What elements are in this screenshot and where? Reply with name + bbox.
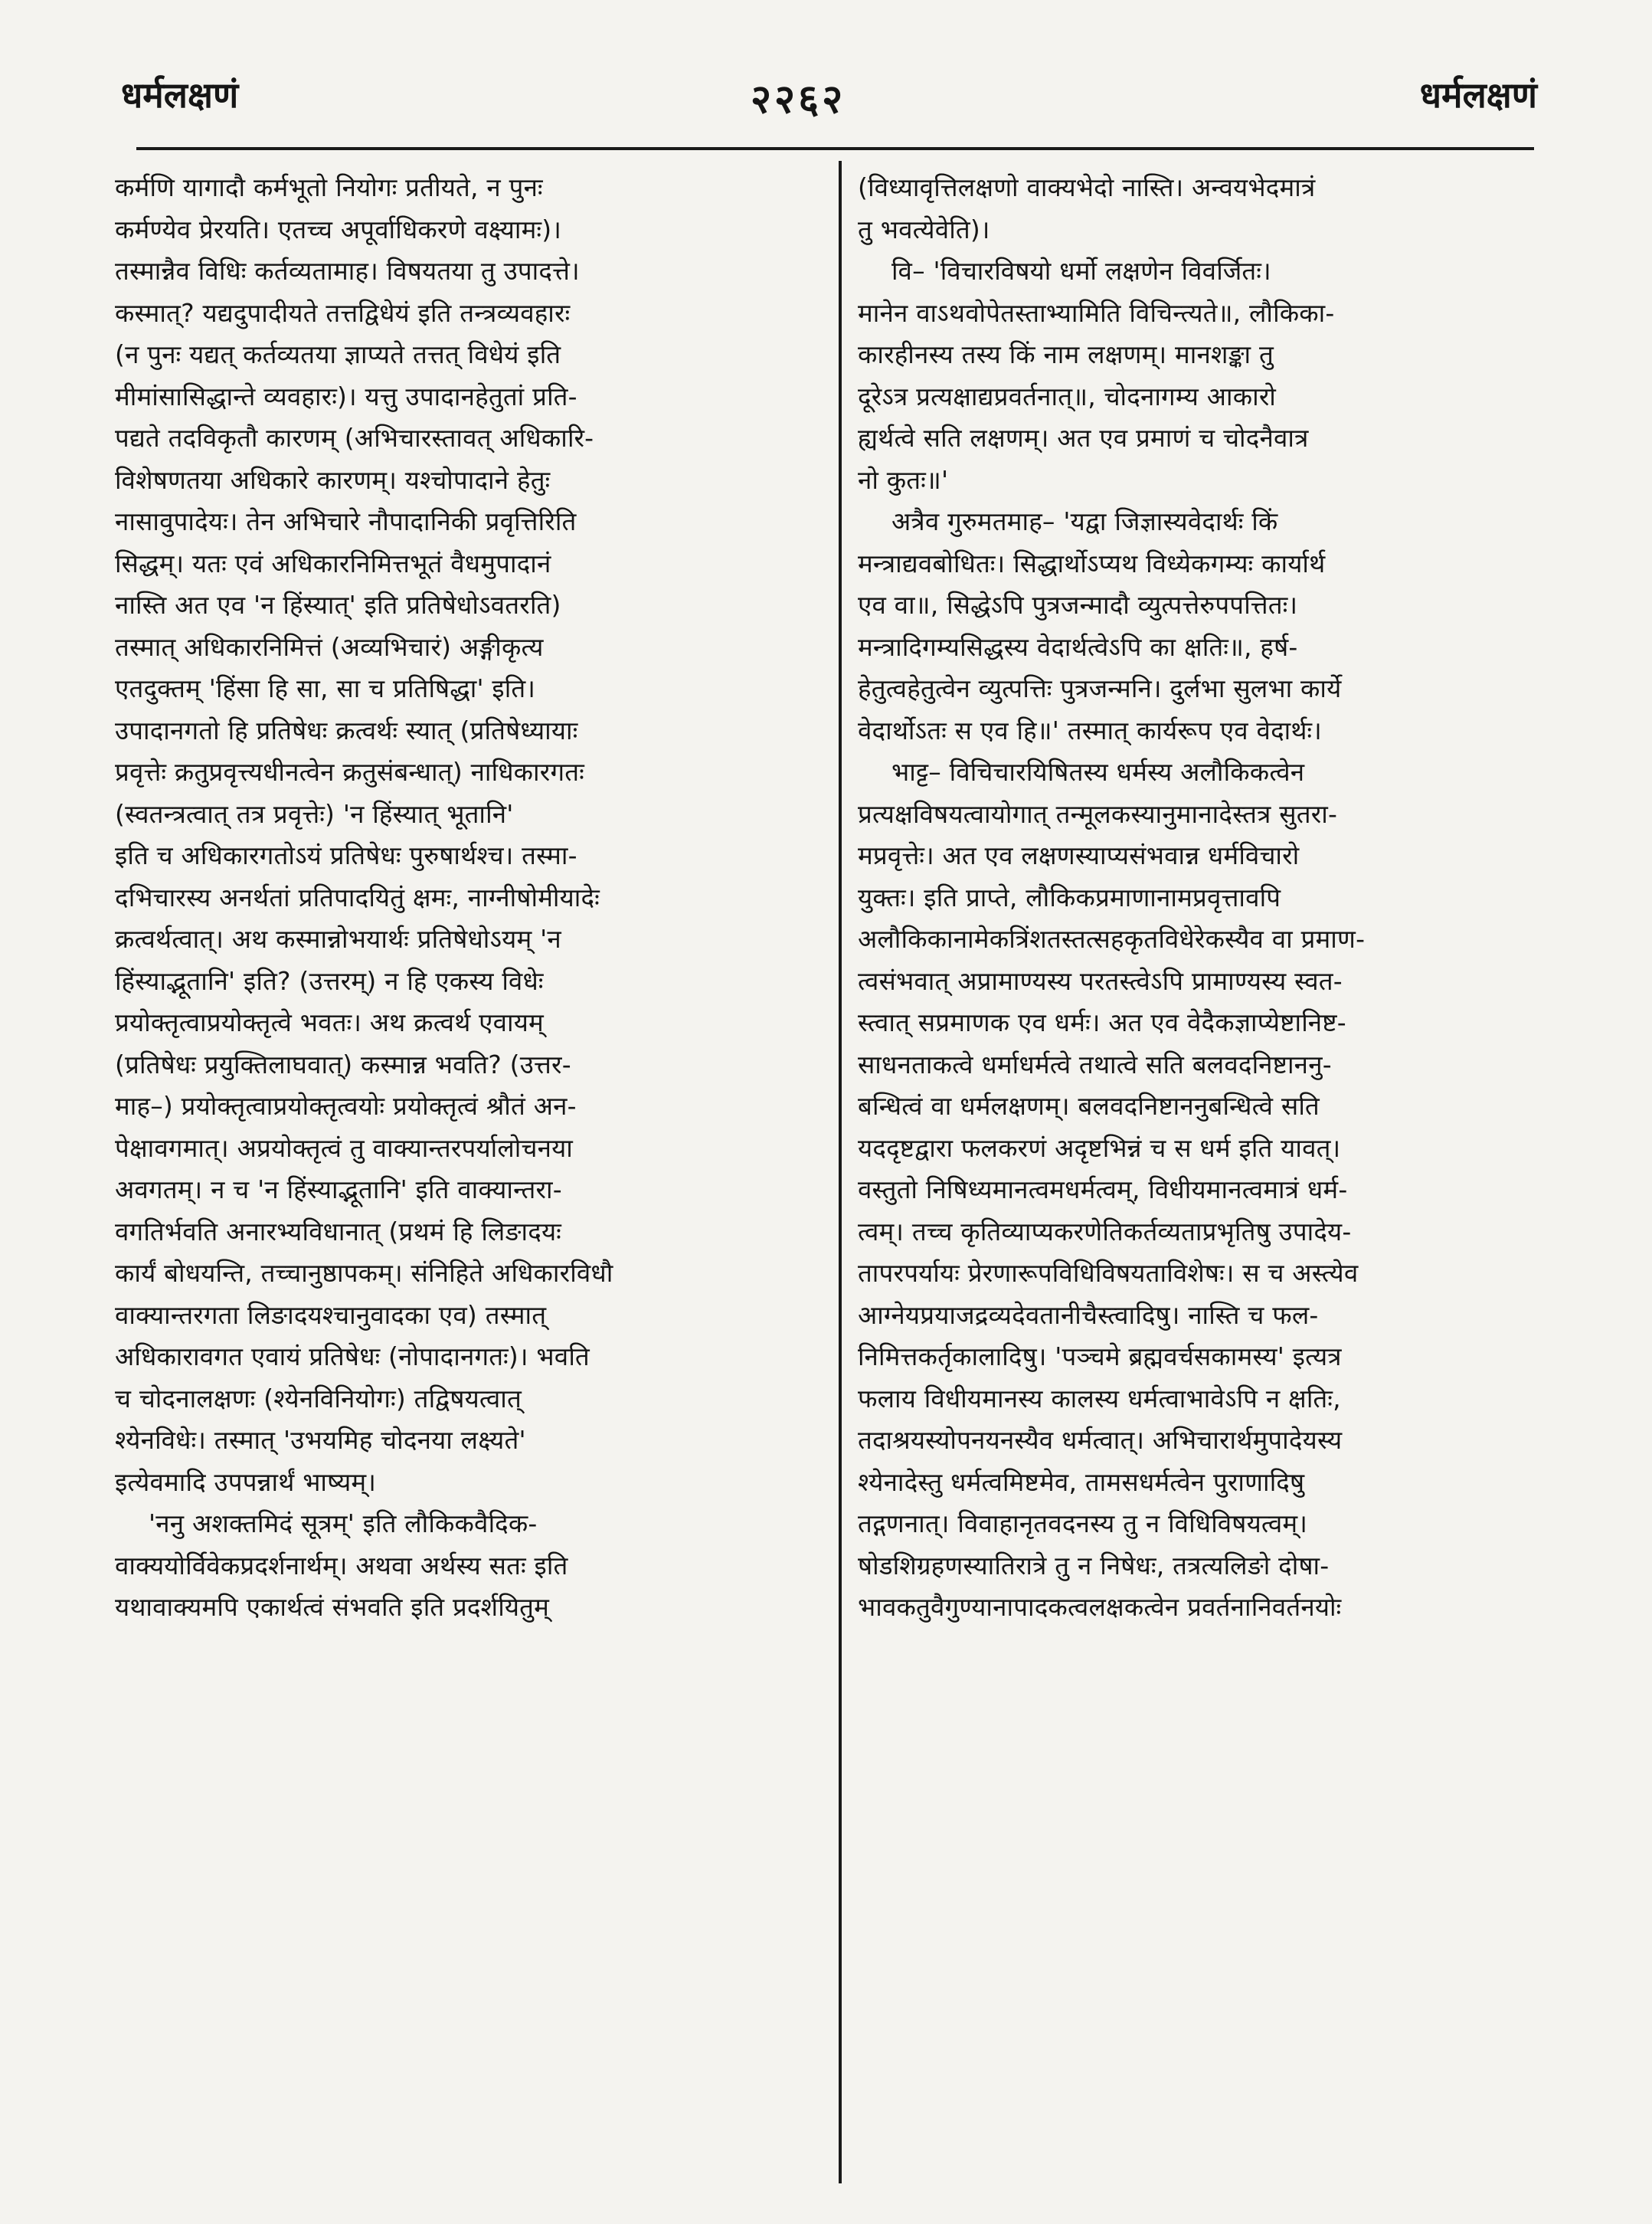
text-line: ह्यर्थत्वे सति लक्षणम्। अत एव प्रमाणं च चोदनैवात्र — [858, 423, 1309, 453]
text-line: षोडशिग्रहणस्यातिरात्रे तु न निषेधः, तत्रत्यलिङो दोषा- — [858, 1550, 1330, 1580]
text-line: वि– 'विचारविषयो धर्मो लक्षणेन विवर्जितः। — [891, 256, 1271, 286]
header-rule — [136, 147, 1534, 150]
text-line: नास्ति अत एव 'न हिंस्यात्' इति प्रतिषेधोऽवतरति) — [115, 590, 561, 620]
text-line: बन्धित्वं वा धर्मलक्षणम्। बलवदनिष्टाननुबन्धित्वे सति — [858, 1091, 1320, 1121]
text-line: श्येनविधेः। तस्मात् 'उभयमिह चोदनया लक्ष्यते' — [115, 1425, 526, 1455]
text-line: आग्नेयप्रयाजद्रव्यदेवतानीचैस्त्वादिषु। नास्ति च फल- — [858, 1299, 1319, 1330]
text-line: अलौकिकानामेकत्रिंशतस्तत्सहकृतविधेरेकस्यैव वा प्रमाण- — [858, 924, 1366, 954]
text-line: कस्मात्? यद्यदुपादीयते तत्तद्विधेयं इति तन्त्रव्यवहारः — [115, 297, 571, 328]
text-line: (न पुनः यद्यत् कर्तव्यतया ज्ञाप्यते तत्तत् विधेयं इति — [115, 339, 561, 369]
text-line: वाक्यान्तरगता लिङादयश्चानुवादका एव) तस्मात् — [115, 1299, 547, 1330]
text-line: साधनताकत्वे धर्माधर्मत्वे तथात्वे सति बलवदनिष्टाननु- — [858, 1049, 1332, 1079]
text-line: कार्यं बोधयन्ति, तच्चानुष्ठापकम्। संनिहिते अधिकारविधौ — [115, 1258, 613, 1288]
text-line: फलाय विधीयमानस्य कालस्य धर्मत्वाभावेऽपि न क्षतिः, — [858, 1383, 1341, 1413]
text-line: वाक्ययोर्विवेकप्रदर्शनार्थम्। अथवा अर्थस्य सतः इति — [115, 1550, 568, 1580]
text-line: त्वसंभवात् अप्रामाण्यस्य परतस्त्वेऽपि प्रामाण्यस्य स्वत- — [858, 965, 1343, 996]
text-line: यथावाक्यमपि एकार्थत्वं संभवति इति प्रदर्शयितुम् — [115, 1592, 550, 1622]
text-line: प्रवृत्तेः क्रतुप्रवृत्त्यधीनत्वेन क्रतुसंबन्धात्) नाधिकारगतः — [115, 757, 584, 787]
text-line: तु भवत्येवेति)। — [858, 214, 990, 244]
text-line: पद्यते तदविकृतौ कारणम् (अभिचारस्तावत् अधिकारि- — [115, 423, 594, 453]
text-line: पेक्षावगमात्। अप्रयोक्तृत्वं तु वाक्यान्तरपर्यालोचनया — [115, 1132, 574, 1163]
text-line: प्रत्यक्षविषयत्वायोगात् तन्मूलकस्यानुमानादेस्तत्र सुतरा- — [858, 798, 1338, 829]
text-line: मानेन वाऽथवोपेतस्ताभ्यामिति विचिन्त्यते॥, लौकिका- — [858, 297, 1335, 328]
text-line: निमित्तकर्तृकालादिषु। 'पञ्चमे ब्रह्मवर्चसकामस्य' इत्यत्र — [858, 1341, 1342, 1371]
text-line: दूरेऽत्र प्रत्यक्षाद्यप्रवर्तनात्॥, चोदनागम्य आकारो — [858, 381, 1277, 411]
running-header-left: धर्मलक्षणं — [121, 74, 239, 116]
column-divider — [839, 161, 842, 2183]
text-line: मन्त्रादिगम्यसिद्धस्य वेदार्थत्वेऽपि का क्षतिः॥, हर्ष- — [858, 631, 1298, 662]
text-line: श्येनादेस्तु धर्मत्वमिष्टमेव, तामसधर्मत्वेन पुराणादिषु — [858, 1466, 1305, 1497]
text-line: एतदुक्तम् 'हिंसा हि सा, सा च प्रतिषिद्धा' इति। — [115, 673, 536, 703]
running-header-right: धर्मलक्षणं — [1419, 74, 1537, 116]
text-line: यददृष्टद्वारा फलकरणं अदृष्टभिन्नं च स धर्म इति यावत्। — [858, 1132, 1341, 1163]
text-line: सिद्धम्। यतः एवं अधिकारनिमित्तभूतं वैधमुपादानं — [115, 548, 551, 578]
text-line: युक्तः। इति प्राप्ते, लौकिकप्रमाणानामप्रवृत्तावपि — [858, 882, 1281, 912]
text-line: अत्रैव गुरुमतमाह– 'यद्वा जिज्ञास्यवेदार्थः किं — [891, 506, 1278, 536]
text-line: भाट्ट– विचिचारयिषितस्य धर्मस्य अलौकिकत्वेन — [891, 757, 1305, 787]
text-line: मीमांसासिद्धान्ते व्यवहारः)। यत्तु उपादानहेतुतां प्रति- — [115, 381, 577, 411]
text-line: वेदार्थोऽतः स एव हि॥' तस्मात् कार्यरूप एव वेदार्थः। — [858, 715, 1323, 745]
text-line: (स्वतन्त्रत्वात् तत्र प्रवृत्तेः) 'न हिंस्यात् भूतानि' — [115, 798, 514, 829]
text-line: क्रत्वर्थत्वात्। अथ कस्मान्नोभयार्थः प्रतिषेधोऽयम् 'न — [115, 924, 561, 954]
text-line: प्रयोक्तृत्वाप्रयोक्तृत्वे भवतः। अथ क्रत्वर्थ एवायम् — [115, 1007, 544, 1037]
text-line: एव वा॥, सिद्धेऽपि पुत्रजन्मादौ व्युत्पत्तेरुपपत्तितः। — [858, 590, 1298, 620]
page-number: २२६२ — [751, 77, 846, 123]
text-line: विशेषणतया अधिकारे कारणम्। यश्चोपादाने हेतुः — [115, 464, 551, 495]
text-line: कर्मणि यागादौ कर्मभूतो नियोगः प्रतीयते, न पुनः — [115, 172, 543, 202]
text-line: नासावुपादेयः। तेन अभिचारे नौपादानिकी प्रवृत्तिरिति — [115, 506, 577, 536]
text-line: तस्मान्नैव विधिः कर्तव्यतामाह। विषयतया तु उपादत्ते। — [115, 256, 580, 286]
text-line: कारहीनस्य तस्य किं नाम लक्षणम्। मानशङ्का तु — [858, 339, 1274, 369]
text-line: इत्येवमादि उपपन्नार्थं भाष्यम्। — [115, 1466, 377, 1497]
text-line: वगतिर्भवति अनारभ्यविधानात् (प्रथमं हि लिङादयः — [115, 1216, 561, 1246]
text-line: त्वम्। तच्च कृतिव्याप्यकरणेतिकर्तव्यताप्रभृतिषु उपादेय- — [858, 1216, 1352, 1246]
text-line: उपादानगतो हि प्रतिषेधः क्रत्वर्थः स्यात् (प्रतिषेध्यायाः — [115, 715, 578, 745]
text-line: च चोदनालक्षणः (श्येनविनियोगः) तद्विषयत्वात् — [115, 1383, 522, 1413]
text-line: हेतुत्वहेतुत्वेन व्युत्पत्तिः पुत्रजन्मनि। दुर्लभा सुलभा कार्ये — [858, 673, 1342, 703]
text-line: नो कुतः॥' — [858, 464, 949, 495]
right-column — [858, 167, 1551, 1629]
text-line: स्त्वात् सप्रमाणक एव धर्मः। अत एव वेदैकज्ञाप्येष्टानिष्ट- — [858, 1007, 1346, 1037]
text-line: कर्मण्येव प्रेरयति। एतच्च अपूर्वाधिकरणे वक्ष्यामः)। — [115, 214, 562, 244]
text-line: तद्गणनात्। विवाहानृतवदनस्य तु न विधिविषयत्वम्। — [858, 1508, 1308, 1538]
text-line: वस्तुतो निषिध्यमानत्वमधर्मत्वम्, विधीयमानत्वमात्रं धर्म- — [858, 1174, 1348, 1204]
text-line: दभिचारस्य अनर्थतां प्रतिपादयितुं क्षमः, नाग्नीषोमीयादेः — [115, 882, 600, 912]
text-line: अधिकारावगत एवायं प्रतिषेधः (नोपादानगतः)। भवति — [115, 1341, 590, 1371]
text-line: हिंस्याद्भूतानि' इति? (उत्तरम्) न हि एकस्य विधेः — [115, 965, 544, 996]
text-line: (विध्यावृत्तिलक्षणो वाक्यभेदो नास्ति। अन्वयभेदमात्रं — [858, 172, 1316, 202]
left-column — [115, 167, 804, 1629]
text-line: तदाश्रयस्योपनयनस्यैव धर्मत्वात्। अभिचारार्थमुपादेयस्य — [858, 1425, 1343, 1455]
text-line: भावकतुवैगुण्यानापादकत्वलक्षकत्वेन प्रवर्तनानिवर्तनयोः — [858, 1592, 1342, 1622]
text-line: इति च अधिकारगतोऽयं प्रतिषेधः पुरुषार्थश्च। तस्मा- — [115, 840, 577, 870]
text-line: मप्रवृत्तेः। अत एव लक्षणस्याप्यसंभवान्न धर्मविचारो — [858, 840, 1300, 870]
text-line: अवगतम्। न च 'न हिंस्याद्भूतानि' इति वाक्यान्तरा- — [115, 1174, 562, 1204]
text-line: मन्त्राद्यवबोधितः। सिद्धार्थोऽप्यथ विध्येकगम्यः कार्यार्थ — [858, 548, 1326, 578]
text-line: (प्रतिषेधः प्रयुक्तिलाघवात्) कस्मान्न भवति? (उत्तर- — [115, 1049, 571, 1079]
text-line: तस्मात् अधिकारनिमित्तं (अव्यभिचारं) अङ्गीकृत्य — [115, 631, 544, 662]
text-line: माह–) प्रयोक्तृत्वाप्रयोक्तृत्वयोः प्रयोक्तृत्वं श्रौतं अन- — [115, 1091, 577, 1121]
text-line: 'ननु अशक्तमिदं सूत्रम्' इति लौकिकवैदिक- — [149, 1508, 538, 1538]
text-line: तापरपर्यायः प्रेरणारूपविधिविषयताविशेषः। स च अस्त्येव — [858, 1258, 1359, 1288]
